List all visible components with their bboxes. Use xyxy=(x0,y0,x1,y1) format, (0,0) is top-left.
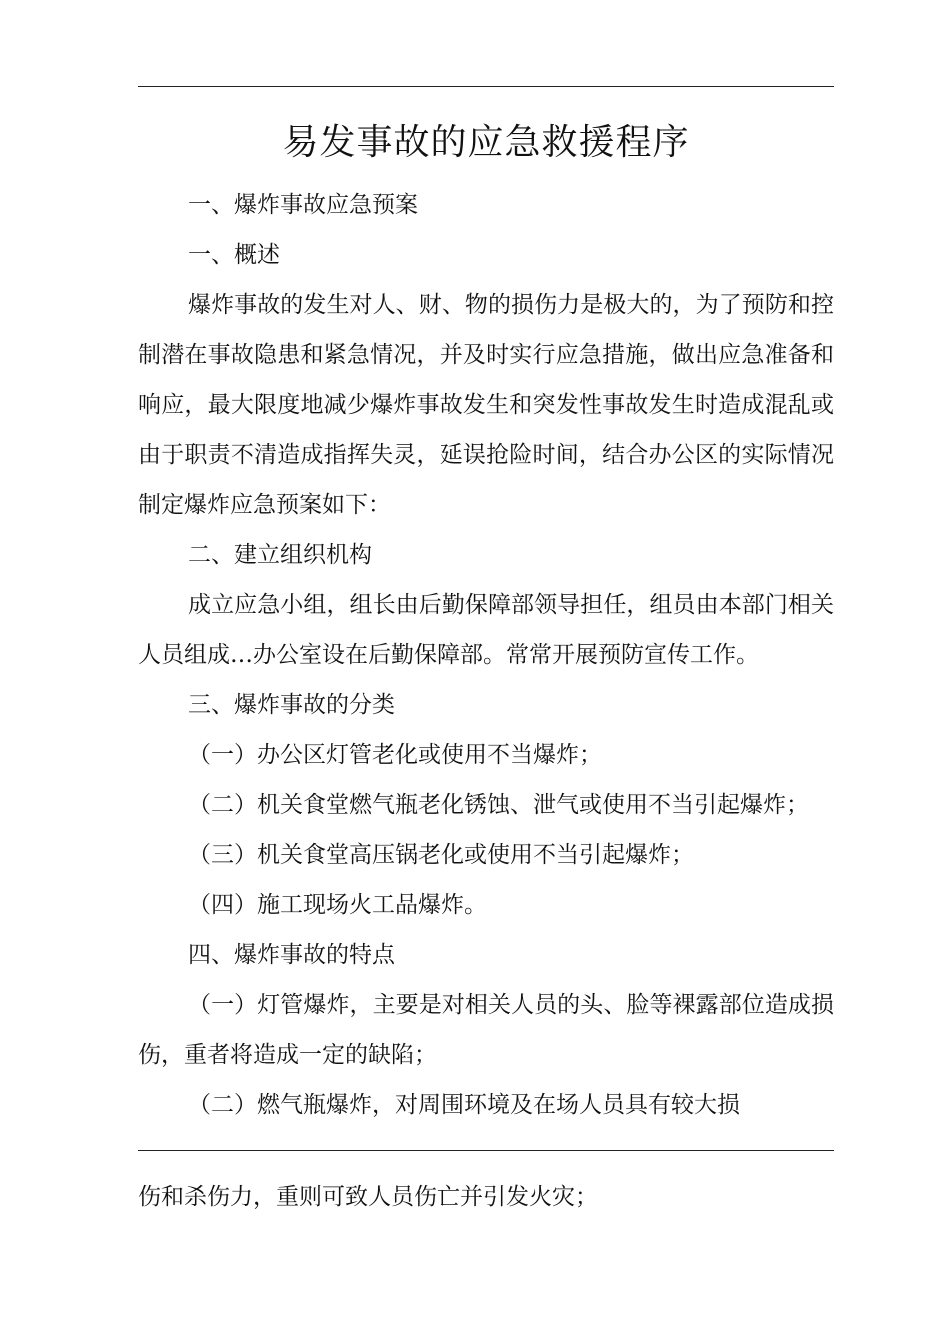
list-item: （一）灯管爆炸，主要是对相关人员的头、脸等裸露部位造成损伤，重者将造成一定的缺陷； xyxy=(138,992,834,1068)
bottom-rule xyxy=(138,1150,834,1151)
next-page-text: 伤和杀伤力，重则可致人员伤亡并引发火灾； xyxy=(138,1184,598,1210)
section-heading: 一、爆炸事故应急预案 xyxy=(188,192,418,218)
list-item: （一）办公区灯管老化或使用不当爆炸； xyxy=(188,742,602,768)
document-body xyxy=(138,180,834,1130)
list-item: （三）机关食堂高压锅老化或使用不当引起爆炸； xyxy=(188,842,694,868)
subsection-heading: 一、概述 xyxy=(188,242,280,268)
body-paragraph: 成立应急小组，组长由后勤保障部领导担任，组员由本部门相关人员组成…办公室设在后勤保障部。常常开展预防宣传工作。 xyxy=(138,592,834,668)
top-rule xyxy=(138,86,834,87)
subsection-heading: 四、爆炸事故的特点 xyxy=(188,942,395,968)
body-paragraph: 爆炸事故的发生对人、财、物的损伤力是极大的，为了预防和控制潜在事故隐患和紧急情况，并及时实行应急措施，做出应急准备和响应，最大限度地减少爆炸事故发生和突发性事故发生时造成混乱或由于职责不清造成指挥失灵，延误抢险时间，结合办公区的实际情况制定爆炸应急预案如下： xyxy=(138,292,834,518)
subsection-heading: 二、建立组织机构 xyxy=(188,542,372,568)
list-item: （四）施工现场火工品爆炸。 xyxy=(188,892,487,918)
subsection-heading: 三、爆炸事故的分类 xyxy=(188,692,395,718)
list-item: （二）机关食堂燃气瓶老化锈蚀、泄气或使用不当引起爆炸； xyxy=(188,792,809,818)
list-item: （二）燃气瓶爆炸，对周围环境及在场人员具有较大损 xyxy=(188,1092,740,1118)
page-title: 易发事故的应急救援程序 xyxy=(282,122,690,163)
